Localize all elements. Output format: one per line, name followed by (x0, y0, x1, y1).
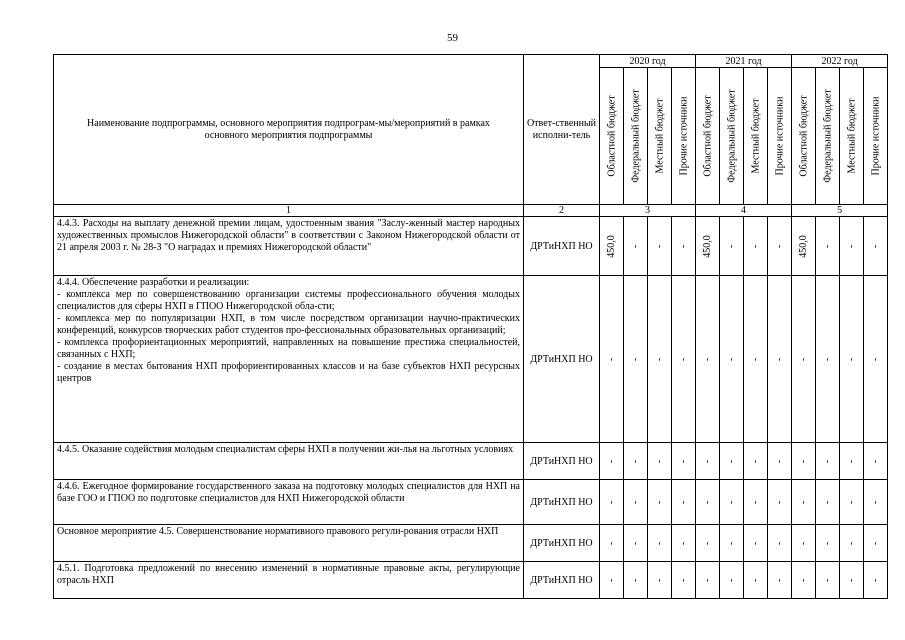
row-value: - (798, 459, 810, 463)
row-value: - (846, 541, 858, 545)
row-value-cell (768, 525, 792, 562)
row-value-cell (624, 480, 648, 525)
header-budget-cell (768, 68, 792, 205)
row-value: - (702, 541, 714, 545)
row-value-cell (696, 562, 720, 599)
row-value: - (798, 578, 810, 582)
row-value: - (726, 357, 738, 361)
row-value-cell (864, 562, 888, 599)
header-budget-cell (864, 68, 888, 205)
row-value: - (774, 500, 786, 504)
column-number-5: 5 (792, 205, 888, 217)
row-value: - (678, 500, 690, 504)
row-value: - (846, 459, 858, 463)
row-value: - (654, 244, 665, 248)
row-value: - (870, 459, 882, 463)
row-value-cell (672, 525, 696, 562)
row-value-cell (768, 480, 792, 525)
row-value: - (774, 459, 786, 463)
row-value-cell (864, 480, 888, 525)
header-budget-cell (744, 68, 768, 205)
row-responsible: ДРТиНХП НО (524, 443, 600, 480)
row-value: - (630, 541, 641, 545)
row-value-cell (816, 217, 840, 276)
header-budget-cell (672, 68, 696, 205)
row-value: - (750, 541, 762, 545)
row-value-cell (648, 276, 672, 443)
row-value: - (726, 244, 738, 248)
row-value-cell (744, 443, 768, 480)
row-value-cell (648, 480, 672, 525)
row-value-cell (624, 562, 648, 599)
header-budget-label: Областной бюджет (798, 95, 810, 177)
header-name: Наименование подпрограммы, основного мероприятия подпрограм-мы/мероприятий в рамках основного мероприятия подпрограммы (54, 55, 524, 205)
row-value-cell (792, 480, 816, 525)
header-budget-label: Местный бюджет (750, 98, 762, 174)
header-budget-cell (648, 68, 672, 205)
row-value: - (726, 459, 738, 463)
row-value: 450,0 (702, 234, 714, 258)
row-value-cell (840, 217, 864, 276)
row-value-cell (744, 480, 768, 525)
column-number-2: 2 (524, 205, 600, 217)
row-value-cell (600, 443, 624, 480)
row-value-cell (624, 217, 648, 276)
row-value: - (822, 541, 834, 545)
row-name (54, 217, 524, 276)
header-budget-label: Федеральный бюджет (630, 89, 641, 183)
row-value-cell (648, 525, 672, 562)
row-value-cell (720, 480, 744, 525)
row-value: - (750, 459, 762, 463)
row-value: - (822, 459, 834, 463)
row-value: - (798, 500, 810, 504)
table-row (54, 480, 888, 525)
row-value-cell (816, 562, 840, 599)
row-value-cell (720, 276, 744, 443)
row-value-cell (768, 276, 792, 443)
row-value-cell (744, 525, 768, 562)
row-value: - (750, 357, 762, 361)
row-value: - (846, 244, 858, 248)
row-value-cell (600, 562, 624, 599)
header-budget-label: Прочие источники (870, 96, 882, 176)
header-responsible: Ответ-ственный исполни-тель (524, 55, 600, 205)
row-value: - (606, 500, 617, 504)
row-value-cell (816, 276, 840, 443)
row-name-line: 4.4.5. Оказание содействия молодым специалистам сферы НХП в получении жи-лья на льготных условиях (57, 444, 514, 455)
row-value: - (870, 244, 882, 248)
row-value-cell (744, 276, 768, 443)
row-value-cell (744, 217, 768, 276)
row-value: - (726, 500, 738, 504)
row-value-cell (840, 562, 864, 599)
row-value-cell (864, 276, 888, 443)
row-value-cell (696, 276, 720, 443)
row-value-cell (840, 480, 864, 525)
row-value-cell (864, 443, 888, 480)
row-name-line: - комплекса мер по популяризации НХП, в том числе посредством организации научно-практических конференций, конкурсов творческих работ студентов про-фессиональных образовательных организаций; (57, 313, 520, 336)
header-budget-cell (696, 68, 720, 205)
row-value-cell (840, 443, 864, 480)
row-value-cell (768, 217, 792, 276)
row-value: - (822, 500, 834, 504)
row-value: - (702, 500, 714, 504)
row-value: - (630, 459, 641, 463)
row-value: - (606, 578, 617, 582)
row-value-cell (792, 276, 816, 443)
row-value: - (750, 500, 762, 504)
row-value: 450,0 (606, 234, 617, 258)
header-budget-label: Местный бюджет (846, 98, 858, 174)
row-value: - (654, 357, 665, 361)
header-year-2022: 2022 год (792, 55, 888, 68)
header-budget-label: Федеральный бюджет (822, 89, 834, 183)
row-value: - (822, 578, 834, 582)
row-value: - (846, 500, 858, 504)
row-value: - (798, 357, 810, 361)
table-row (54, 276, 888, 443)
row-value: - (870, 500, 882, 504)
row-value: - (630, 578, 641, 582)
row-value-cell (816, 525, 840, 562)
column-number-4: 4 (696, 205, 792, 217)
header-year-2020: 2020 год (600, 55, 696, 68)
row-value-cell (672, 443, 696, 480)
row-name-line: 4.4.3. Расходы на выплату денежной премии лицам, удостоенным звания "Заслу-женный мастер народных художественных промыслов Нижегородской области" в соответствии с Законом Нижегородской области от 21 апреля 2003 г. № 28-З "О наградах и премиях Нижегородской области" (57, 218, 520, 253)
row-value-cell (816, 443, 840, 480)
row-value-cell (696, 525, 720, 562)
row-responsible: ДРТиНХП НО (524, 480, 600, 525)
header-budget-label: Областной бюджет (606, 95, 617, 177)
row-responsible: ДРТиНХП НО (524, 562, 600, 599)
row-value-cell (624, 525, 648, 562)
row-responsible: ДРТиНХП НО (524, 525, 600, 562)
row-value-cell (696, 480, 720, 525)
table-row (54, 443, 888, 480)
row-value: - (870, 541, 882, 545)
row-value-cell (816, 480, 840, 525)
row-value-cell (672, 480, 696, 525)
row-value-cell (840, 276, 864, 443)
row-value: - (774, 578, 786, 582)
row-value: - (774, 541, 786, 545)
row-value: - (750, 244, 762, 248)
row-value: - (678, 459, 690, 463)
column-number-3: 3 (600, 205, 696, 217)
row-value-cell (744, 562, 768, 599)
header-budget-cell (792, 68, 816, 205)
program-table (53, 54, 888, 599)
header-budget-label: Прочие источники (774, 96, 786, 176)
row-value: - (822, 357, 834, 361)
row-value-cell (648, 562, 672, 599)
row-value: - (654, 578, 665, 582)
row-name-line: 4.4.4. Обеспечение разработки и реализации: (57, 277, 250, 288)
row-value-cell (672, 562, 696, 599)
row-value-cell (648, 217, 672, 276)
row-value: 450,0 (798, 234, 810, 258)
header-budget-cell (816, 68, 840, 205)
row-value: - (678, 357, 690, 361)
row-name (54, 276, 524, 443)
row-value: - (654, 459, 665, 463)
row-value: - (870, 357, 882, 361)
row-value: - (798, 541, 810, 545)
table-row (54, 525, 888, 562)
row-value-cell (768, 562, 792, 599)
row-name-line: Основное мероприятие 4.5. Совершенствование нормативного правового регули-рования отрасли НХП (57, 526, 499, 537)
row-value-cell (696, 443, 720, 480)
column-number-1: 1 (54, 205, 524, 217)
row-value: - (678, 541, 690, 545)
row-value-cell (672, 276, 696, 443)
row-value: - (678, 244, 690, 248)
row-value-cell (792, 525, 816, 562)
row-value-cell (672, 217, 696, 276)
row-value: - (774, 357, 786, 361)
row-name-line: 4.5.1. Подготовка предложений по внесению изменений в нормативные правовые акты, регулирующие отрасль НХП (57, 563, 520, 586)
row-value-cell (600, 276, 624, 443)
row-value: - (774, 244, 786, 248)
row-value-cell (600, 480, 624, 525)
header-budget-label: Федеральный бюджет (726, 89, 738, 183)
row-value: - (726, 578, 738, 582)
row-name-line: - комплекса профориентационных мероприятий, направленных на повышение престижа специальностей, связанных с НХП; (57, 337, 520, 360)
row-responsible: ДРТиНХП НО (524, 276, 600, 443)
row-value-cell (768, 443, 792, 480)
header-budget-cell (720, 68, 744, 205)
row-name-line: - создание в местах бытования НХП профориентированных классов и на базе субъектов НХП ресурсных центров (57, 361, 520, 384)
row-value-cell (648, 443, 672, 480)
row-value-cell (600, 525, 624, 562)
page-number: 59 (447, 32, 458, 44)
header-budget-label: Областной бюджет (702, 95, 714, 177)
table-row (54, 562, 888, 599)
row-value-cell (864, 525, 888, 562)
row-value-cell (720, 443, 744, 480)
row-value: - (630, 244, 641, 248)
row-value: - (630, 500, 641, 504)
row-value-cell (792, 562, 816, 599)
header-budget-cell (624, 68, 648, 205)
row-value-cell (792, 217, 816, 276)
row-value: - (630, 357, 641, 361)
row-value-cell (720, 217, 744, 276)
header-budget-label: Местный бюджет (654, 98, 665, 174)
row-value-cell (624, 276, 648, 443)
row-value-cell (720, 562, 744, 599)
row-value: - (606, 459, 617, 463)
row-value: - (702, 459, 714, 463)
row-name (54, 562, 524, 599)
row-value-cell (840, 525, 864, 562)
header-budget-cell (840, 68, 864, 205)
row-value: - (822, 244, 834, 248)
row-value: - (726, 541, 738, 545)
row-value: - (654, 500, 665, 504)
row-value: - (702, 578, 714, 582)
row-name (54, 525, 524, 562)
row-value-cell (720, 525, 744, 562)
row-value: - (678, 578, 690, 582)
row-name-line: 4.4.6. Ежегодное формирование государственного заказа на подготовку молодых специалистов для НХП на базе ГОО и ГПОО по подготовке специалистов для НХП Нижегородской области (57, 481, 520, 504)
table-row (54, 217, 888, 276)
row-name-line: - комплекса мер по совершенствованию организации системы профессионального обучения молодых специалистов для сферы НХП в ГПОО Нижегородской обла-сти; (57, 289, 520, 312)
row-value: - (846, 357, 858, 361)
row-value: - (606, 357, 617, 361)
header-budget-label: Прочие источники (678, 96, 690, 176)
row-value-cell (792, 443, 816, 480)
row-value: - (846, 578, 858, 582)
row-value-cell (600, 217, 624, 276)
row-value: - (750, 578, 762, 582)
row-responsible: ДРТиНХП НО (524, 217, 600, 276)
row-name (54, 480, 524, 525)
row-value: - (654, 541, 665, 545)
row-value: - (870, 578, 882, 582)
row-name (54, 443, 524, 480)
row-value-cell (624, 443, 648, 480)
header-budget-cell (600, 68, 624, 205)
row-value-cell (696, 217, 720, 276)
row-value: - (606, 541, 617, 545)
row-value-cell (864, 217, 888, 276)
header-year-2021: 2021 год (696, 55, 792, 68)
row-value: - (702, 357, 714, 361)
